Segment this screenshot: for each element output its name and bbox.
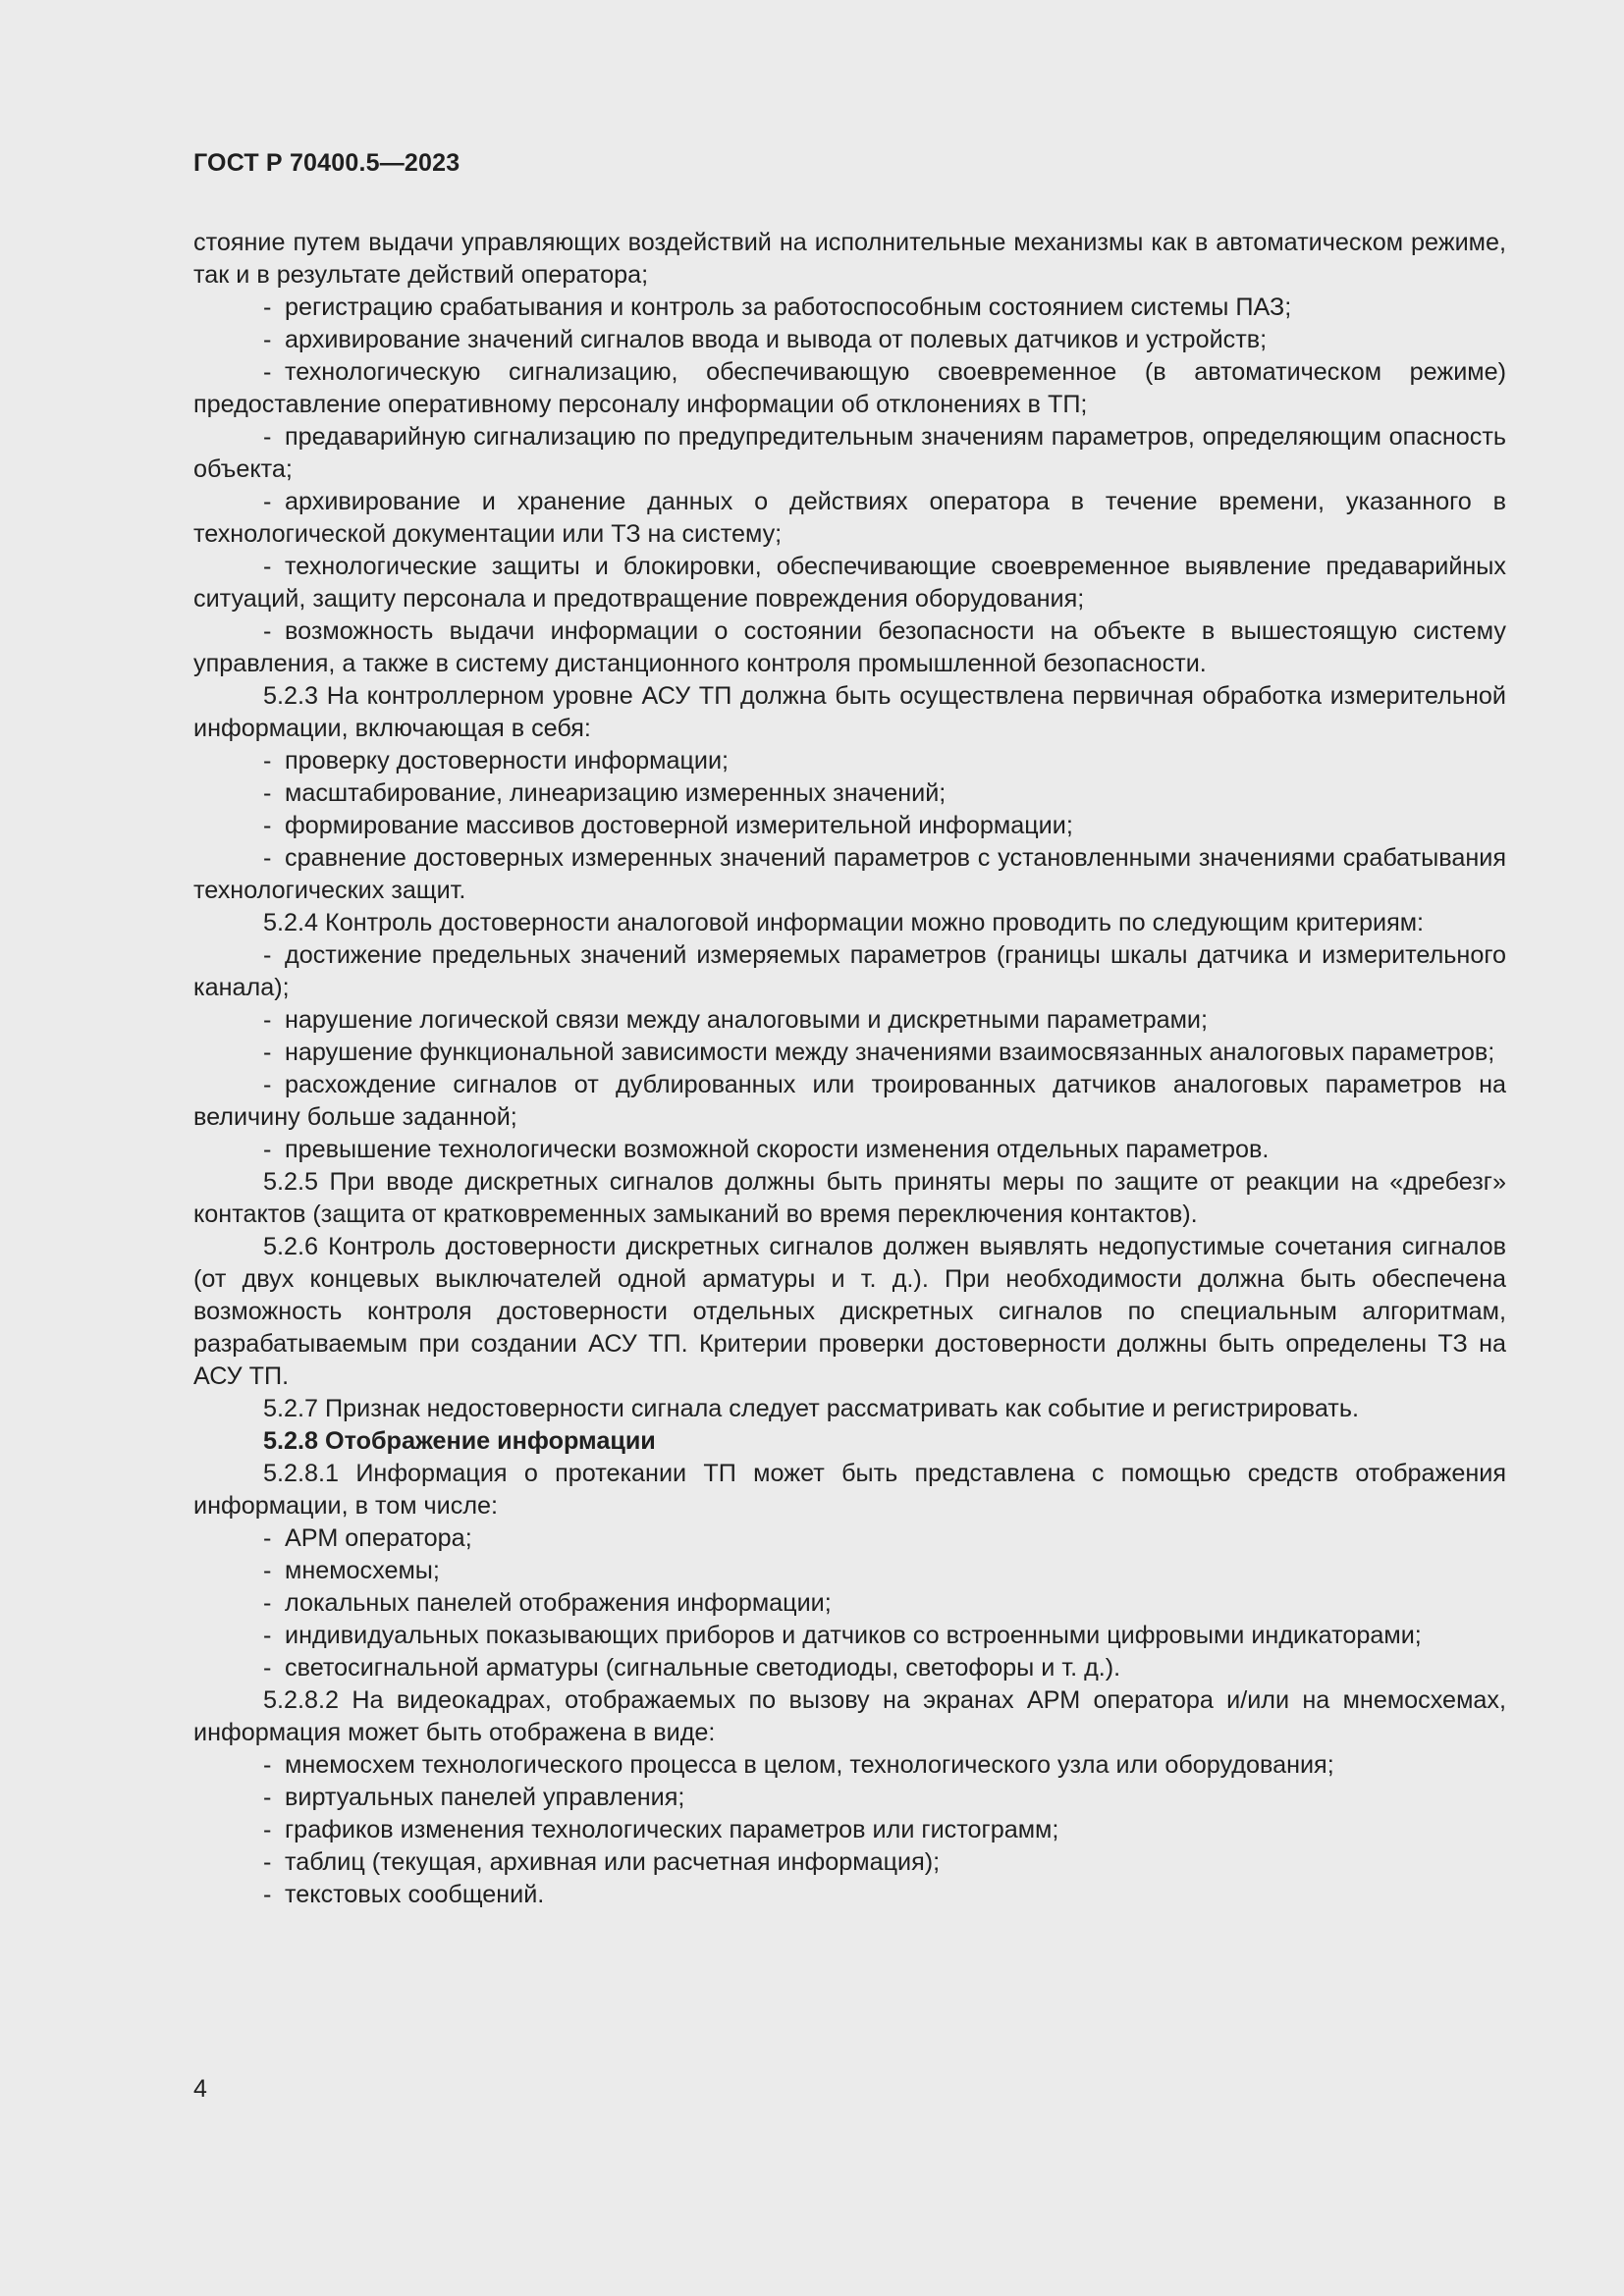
list-item: - расхождение сигналов от дублированных или троированных датчиков аналоговых параметров на величину больше заданной; <box>193 1071 1506 1131</box>
clause-5-2-8-1-list <box>193 1522 1506 1684</box>
list-item: - индивидуальных показывающих приборов и датчиков со встроенными цифровыми индикаторами; <box>263 1622 1422 1649</box>
page-number: 4 <box>193 2075 207 2103</box>
list-item: - текстовых сообщений. <box>263 1881 545 1908</box>
list-item: - сравнение достоверных измеренных значений параметров с установленными значениями срабатывания технологических защит. <box>193 844 1506 904</box>
list-item: - технологическую сигнализацию, обеспечивающую своевременное (в автоматическом режиме) предоставление оперативному персоналу информации об отклонениях в ТП; <box>193 358 1506 418</box>
clause-5-2-6: 5.2.6 Контроль достоверности дискретных сигналов должен выявлять недопустимые сочетания сигналов (от двух концевых выключателей одной арматуры и т. д.). При необходимости должна быть обеспечена возможность контроля достоверности отдельных дискретных сигналов по специальным алгоритмам, разрабатываемым при создании АСУ ТП. Критерии проверки достоверности должны быть определены ТЗ на АСУ ТП. <box>193 1233 1506 1390</box>
list-item: - АРМ оператора; <box>263 1524 472 1552</box>
list-item: - локальных панелей отображения информации; <box>263 1589 832 1617</box>
list-item: - таблиц (текущая, архивная или расчетная информация); <box>263 1848 941 1876</box>
list-item: - графиков изменения технологических параметров или гистограмм; <box>263 1816 1059 1843</box>
continuation-paragraph: стояние путем выдачи управляющих воздействий на исполнительные механизмы как в автоматическом режиме, так и в результате действий оператора; <box>193 229 1506 289</box>
list-item: - нарушение функциональной зависимости между значениями взаимосвязанных аналоговых параметров; <box>263 1039 1495 1066</box>
list-item: - технологические защиты и блокировки, обеспечивающие своевременное выявление предаварийных ситуаций, защиту персонала и предотвращение повреждения оборудования; <box>193 553 1506 613</box>
list-item: - мнемосхем технологического процесса в целом, технологического узла или оборудования; <box>263 1751 1334 1779</box>
clause-5-2-3: 5.2.3 На контроллерном уровне АСУ ТП должна быть осуществлена первичная обработка измерительной информации, включающая в себя: <box>193 682 1506 742</box>
page-body <box>193 227 1506 1911</box>
list-item: - мнемосхемы; <box>263 1557 440 1584</box>
running-header: ГОСТ Р 70400.5—2023 <box>193 149 460 177</box>
list-item: - регистрацию срабатывания и контроль за работоспособным состоянием системы ПАЗ; <box>263 294 1292 321</box>
list-item: - нарушение логической связи между аналоговыми и дискретными параметрами; <box>263 1006 1208 1034</box>
clause-5-2-8-1: 5.2.8.1 Информация о протекании ТП может быть представлена с помощью средств отображения информации, в том числе: <box>193 1460 1506 1520</box>
list-item: - архивирование значений сигналов ввода и вывода от полевых датчиков и устройств; <box>263 326 1268 353</box>
clause-5-2-3-list <box>193 745 1506 907</box>
list-item: - светосигнальной арматуры (сигнальные светодиоды, светофоры и т. д.). <box>263 1654 1121 1682</box>
clause-5-2-4-list <box>193 939 1506 1166</box>
functions-list <box>193 292 1506 680</box>
clause-5-2-8-2: 5.2.8.2 На видеокадрах, отображаемых по вызову на экранах АРМ оператора и/или на мнемосхемах, информация может быть отображена в виде: <box>193 1686 1506 1746</box>
clause-5-2-8-heading: 5.2.8 Отображение информации <box>263 1427 656 1455</box>
clause-5-2-8-2-list <box>193 1749 1506 1911</box>
list-item: - достижение предельных значений измеряемых параметров (границы шкалы датчика и измерительного канала); <box>193 941 1506 1001</box>
list-item: - возможность выдачи информации о состоянии безопасности на объекте в вышестоящую систему управления, а также в систему дистанционного контроля промышленной безопасности. <box>193 617 1506 677</box>
list-item: - предаварийную сигнализацию по предупредительным значениям параметров, определяющим опасность объекта; <box>193 423 1506 483</box>
clause-5-2-5: 5.2.5 При вводе дискретных сигналов должны быть приняты меры по защите от реакции на «дребезг» контактов (защита от кратковременных замыканий во время переключения контактов). <box>193 1168 1506 1228</box>
clause-5-2-4: 5.2.4 Контроль достоверности аналоговой информации можно проводить по следующим критериям: <box>263 909 1425 936</box>
list-item: - проверку достоверности информации; <box>263 747 730 774</box>
list-item: - виртуальных панелей управления; <box>263 1784 685 1811</box>
list-item: - архивирование и хранение данных о действиях оператора в течение времени, указанного в технологической документации или ТЗ на систему; <box>193 488 1506 548</box>
clause-5-2-7: 5.2.7 Признак недостоверности сигнала следует рассматривать как событие и регистрировать. <box>263 1395 1359 1422</box>
list-item: - превышение технологически возможной скорости изменения отдельных параметров. <box>263 1136 1270 1163</box>
list-item: - формирование массивов достоверной измерительной информации; <box>263 812 1073 839</box>
list-item: - масштабирование, линеаризацию измеренных значений; <box>263 779 947 807</box>
